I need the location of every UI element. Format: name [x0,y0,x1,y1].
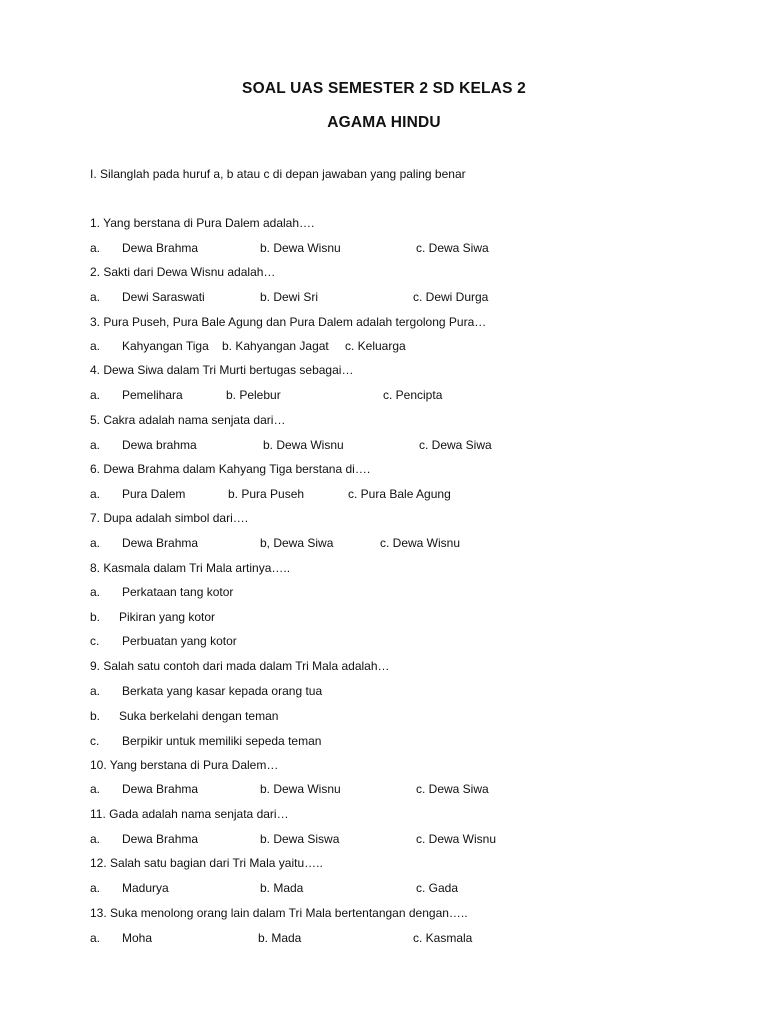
option-b: b, Dewa Siwa [260,536,334,550]
option-a: Perkataan tang kotor [122,585,234,599]
option-c: c. Kasmala [413,931,473,945]
question-7: 7. Dupa adalah simbol dari…. [90,511,249,525]
option-c: c. Dewa Siwa [416,782,489,796]
option-a: Dewi Saraswati [122,290,205,304]
option-a: Berkata yang kasar kepada orang tua [122,684,323,698]
option-a: Madurya [122,881,169,895]
page-title: SOAL UAS SEMESTER 2 SD KELAS 2 [242,80,526,97]
option-b: b. Mada [258,931,302,945]
option-c: c. Pura Bale Agung [348,487,451,501]
instruction: I. Silanglah pada huruf a, b atau c di depan jawaban yang paling benar [90,167,466,181]
option-a: Pura Dalem [122,487,186,501]
option-c: Perbuatan yang kotor [122,634,237,648]
option-b: b. Kahyangan Jagat [222,339,329,353]
subject-title: AGAMA HINDU [327,114,441,131]
option-b: b. Dewa Wisnu [260,782,341,796]
option-letter: a. [90,438,101,452]
option-b: b. Pura Puseh [228,487,305,501]
option-letter: b. [90,709,101,723]
option-a: Kahyangan Tiga [122,339,209,353]
question-8: 8. Kasmala dalam Tri Mala artinya….. [90,561,291,575]
option-b: Pikiran yang kotor [119,610,216,624]
option-letter: a. [90,832,101,846]
option-a: Moha [122,931,153,945]
option-letter: a. [90,487,101,501]
option-letter: c. [90,634,100,648]
option-c: c. Pencipta [383,388,443,402]
option-b: b. Mada [260,881,304,895]
question-4: 4. Dewa Siwa dalam Tri Murti bertugas sebagai… [90,363,354,377]
option-c: c. Dewa Siwa [416,241,489,255]
option-letter: a. [90,881,101,895]
question-13: 13. Suka menolong orang lain dalam Tri Mala bertentangan dengan….. [90,906,468,920]
option-b: b. Pelebur [226,388,281,402]
option-c: Berpikir untuk memiliki sepeda teman [122,734,322,748]
option-letter: a. [90,585,101,599]
option-a: Dewa Brahma [122,782,199,796]
option-c: c. Dewi Durga [413,290,489,304]
option-b: b. Dewi Sri [260,290,319,304]
option-c: c. Keluarga [345,339,406,353]
question-1: 1. Yang berstana di Pura Dalem adalah…. [90,216,315,230]
question-6: 6. Dewa Brahma dalam Kahyang Tiga berstana di…. [90,462,371,476]
option-b: b. Dewa Wisnu [263,438,344,452]
option-c: c. Gada [416,881,459,895]
option-letter: a. [90,931,101,945]
option-letter: a. [90,241,101,255]
option-letter: c. [90,734,100,748]
option-a: Dewa brahma [122,438,197,452]
option-c: c. Dewa Siwa [419,438,492,452]
question-9: 9. Salah satu contoh dari mada dalam Tri Mala adalah… [90,659,390,673]
question-11: 11. Gada adalah nama senjata dari… [90,807,289,821]
option-a: Dewa Brahma [122,536,199,550]
question-5: 5. Cakra adalah nama senjata dari… [90,413,286,427]
option-letter: b. [90,610,101,624]
option-c: c. Dewa Wisnu [416,832,497,846]
option-a: Dewa Brahma [122,241,199,255]
option-letter: a. [90,684,101,698]
option-letter: a. [90,536,101,550]
option-a: Pemelihara [122,388,183,402]
option-a: Dewa Brahma [122,832,199,846]
option-letter: a. [90,290,101,304]
question-3: 3. Pura Puseh, Pura Bale Agung dan Pura Dalem adalah tergolong Pura… [90,315,487,329]
option-letter: a. [90,388,101,402]
option-b: b. Dewa Wisnu [260,241,341,255]
question-10: 10. Yang berstana di Pura Dalem… [90,758,279,772]
option-letter: a. [90,339,101,353]
option-c: c. Dewa Wisnu [380,536,461,550]
option-letter: a. [90,782,101,796]
question-2: 2. Sakti dari Dewa Wisnu adalah… [90,265,276,279]
question-12: 12. Salah satu bagian dari Tri Mala yaitu….. [90,856,323,870]
option-b: Suka berkelahi dengan teman [119,709,279,723]
option-b: b. Dewa Siswa [260,832,340,846]
